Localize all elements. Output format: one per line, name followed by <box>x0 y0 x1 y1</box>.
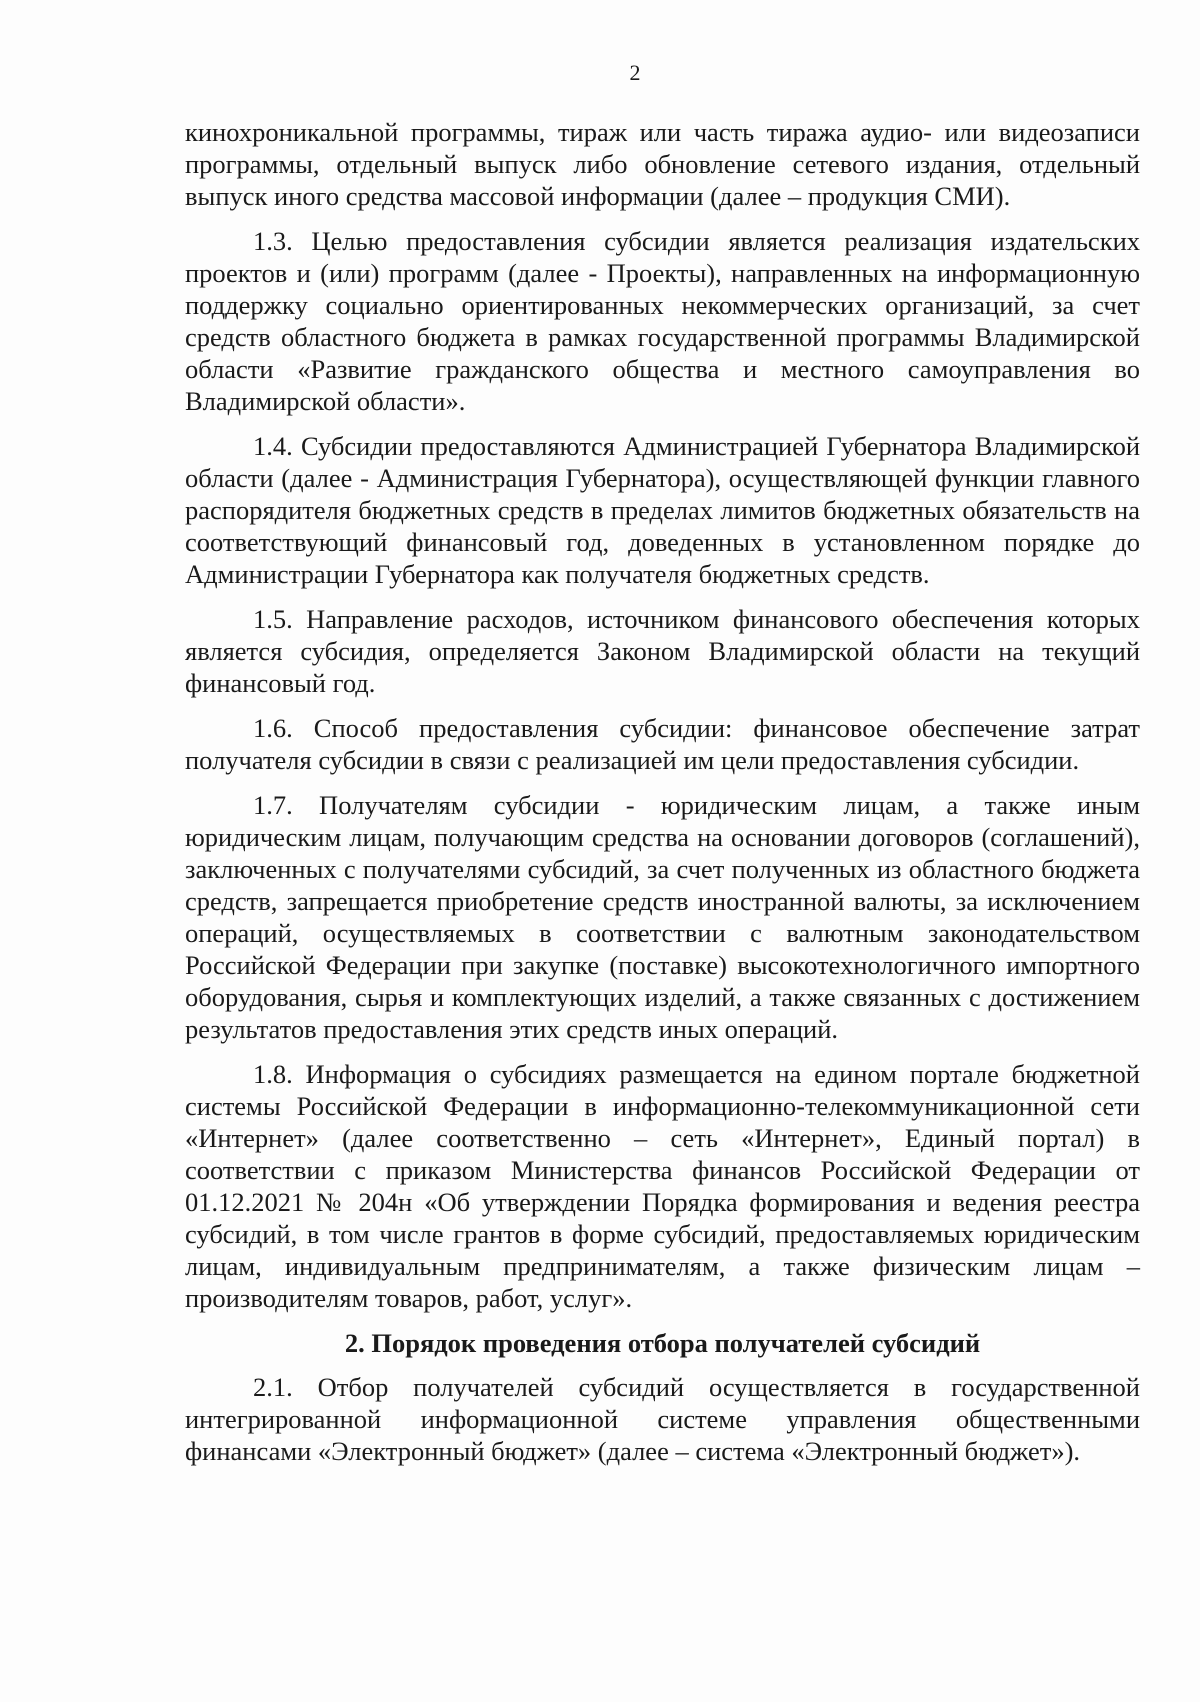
page-number: 2 <box>629 60 641 85</box>
paragraph-2-1: 2.1. Отбор получателей субсидий осуществляется в государственной интегрированной информационной системе управления общественными финансами «Электронный бюджет» (далее – система «Электронный бюджет»). <box>185 1372 1140 1466</box>
paragraph-1-5: 1.5. Направление расходов, источником финансового обеспечения которых является субсидия, определяется Законом Владимирской области на текущий финансовый год. <box>185 604 1140 698</box>
paragraph-1-4: 1.4. Субсидии предоставляются Администрацией Губернатора Владимирской области (далее - Администрация Губернатора), осуществляющей функции главного распорядителя бюджетных средств в пределах лимитов бюджетных обязательств на соответствующий финансовый год, доведенных в установленном порядке до Администрации Губернатора как получателя бюджетных средств. <box>185 431 1140 589</box>
section-heading: 2. Порядок проведения отбора получателей субсидий <box>344 1328 981 1358</box>
paragraph-1-8: 1.8. Информация о субсидиях размещается на едином портале бюджетной системы Российской Федерации в информационно-телекоммуникационной сети «Интернет» (далее соответственно – сеть «Интернет», Единый портал) в соответствии с приказом Министерства финансов Российской Федерации от 01.12.2021 № 204н «Об утверждении Порядка формирования и ведения реестра субсидий, в том числе грантов в форме субсидий, предоставляемых юридическим лицам, индивидуальным предпринимателям, а также физическим лицам – производителям товаров, работ, услуг». <box>185 1059 1140 1313</box>
document-body <box>185 116 1140 1480</box>
paragraph-1-6: 1.6. Способ предоставления субсидии: финансовое обеспечение затрат получателя субсидии в связи с реализацией им цели предоставления субсидии. <box>185 713 1140 775</box>
paragraph-1-2-continuation: кинохроникальной программы, тираж или часть тиража аудио- или видеозаписи программы, отдельный выпуск либо обновление сетевого издания, отдельный выпуск иного средства массовой информации (далее – продукция СМИ). <box>185 117 1140 211</box>
paragraph-1-7: 1.7. Получателям субсидии - юридическим лицам, а также иным юридическим лицам, получающим средства на основании договоров (соглашений), заключенных с получателями субсидий, за счет полученных из областного бюджета средств, запрещается приобретение средств иностранной валюты, за исключением операций, осуществляемых в соответствии с валютным законодательством Российской Федерации при закупке (поставке) высокотехнологичного импортного оборудования, сырья и комплектующих изделий, а также связанных с достижением результатов предоставления этих средств иных операций. <box>185 790 1140 1044</box>
paragraph-1-3: 1.3. Целью предоставления субсидии является реализация издательских проектов и (или) программ (далее - Проекты), направленных на информационную поддержку социально ориентированных некоммерческих организаций, за счет средств областного бюджета в рамках государственной программы Владимирской области «Развитие гражданского общества и местного самоуправления во Владимирской области». <box>185 226 1140 416</box>
